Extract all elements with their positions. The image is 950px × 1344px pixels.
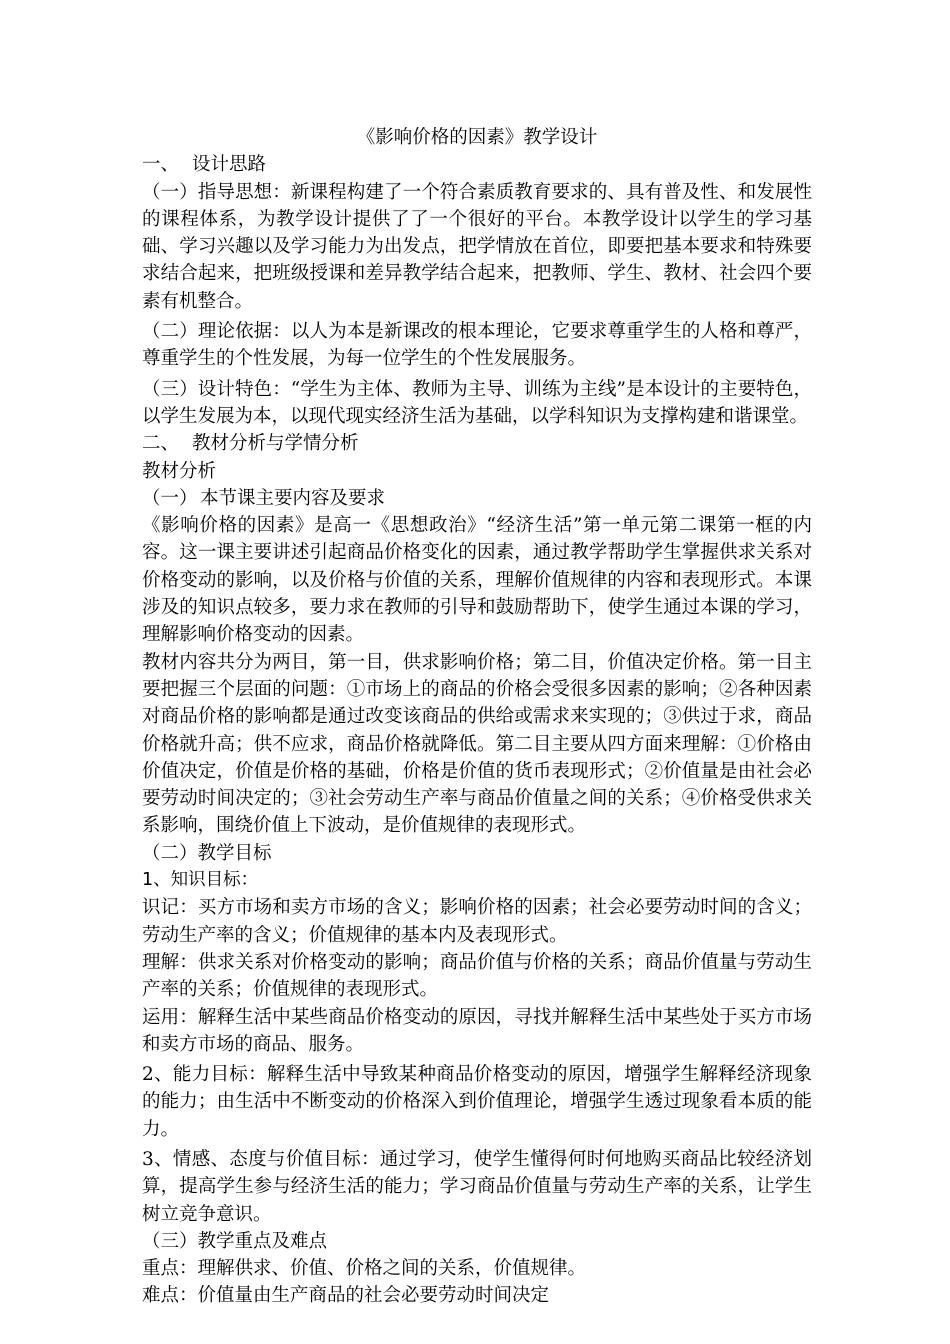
section-1-number: 一、 (142, 154, 180, 176)
section-2-1-number: （一） (142, 487, 198, 509)
goal-emotion-attitude-values: 3、情感、态度与价值目标：通过学习，使学生懂得何时何地购买商品比较经济划算，提高学生参与经济生活的能力；学习商品价值量与劳动生产率的关系，让学生树立竞争意识。 (142, 1148, 812, 1225)
section-2-subheading: 教材分析 (142, 460, 217, 482)
section-2-1-heading (142, 485, 812, 512)
goal-ability: 2、能力目标：解释生活中导致某种商品价格变动的原因，增强学生解释经济现象的能力；由生活中不断变动的价格深入到价值理论，增强学生透过现象看本质的能力。 (142, 1064, 812, 1140)
paragraph-theory-basis: （二）理论依据：以人为本是新课改的根本理论，它要求尊重学生的人格和尊严，尊重学生的个性发展，为每一位学生的个性发展服务。 (142, 321, 812, 370)
paragraph-lesson-content: 《影响价格的因素》是高一《思想政治》“经济生活”第一单元第二课第一框的内容。这一课主要讲述引起商品价格变化的因素，通过教学帮助学生掌握供求关系对价格变动的影响，以及价格与价值的关系，理解价值规律的内容和表现形式。本课涉及的知识点较多，要力求在教师的引导和鼓励帮助下，使学生通过本课的学习，理解影响价格变动的因素。 (142, 515, 812, 646)
section-2-title: 教材分析与学情分析 (192, 433, 359, 455)
goal-understand: 理解：供求关系对价格变动的影响；商品价值与价格的关系；商品价值量与劳动生产率的关系；价值规律的表现形式。 (142, 951, 812, 1001)
paragraph-design-features: （三）设计特色：“学生为主体、教师为主导、训练为主线”是本设计的主要特色，以学生发展为本，以现代现实经济生活为基础，以学科知识为支撑构建和谐课堂。 (142, 378, 812, 427)
section-2-number: 二、 (142, 433, 180, 455)
teaching-key-point: 重点：理解供求、价值、价格之间的关系，价值规律。 (142, 1258, 587, 1280)
document-title: 《影响价格的因素》教学设计 (356, 127, 598, 148)
goal-memorize: 识记：买方市场和卖方市场的含义；影响价格的因素；社会必要劳动时间的含义；劳动生产率的含义；价值规律的基本内及表现形式。 (142, 897, 812, 946)
section-2-3-heading: （三）教学重点及难点 (142, 1230, 328, 1252)
document-body (142, 124, 812, 1310)
section-2-heading (142, 430, 812, 457)
section-2-1-title: 本节课主要内容及要求 (200, 487, 386, 509)
paragraph-textbook-structure: 教材内容共分为两目，第一目，供求影响价格；第二目，价值决定价格。第一目主要把握三个层面的问题：①市场上的商品的价格会受很多因素的影响；②各种因素对商品价格的影响都是通过改变该商品的供给或需求来实现的；③供过于求，商品价格就升高；供不应求，商品价格就降低。第二目主要从四方面来理解：①价格由价值决定，价值是价格的基础，价格是价值的货币表现形式；②价值量是由社会必要劳动时间决定的；③社会劳动生产率与商品价值量之间的关系；④价格受供求关系影响，围绕价值上下波动，是价值规律的表现形式。 (142, 651, 812, 837)
paragraph-guiding-idea: （一）指导思想：新课程构建了一个符合素质教育要求的、具有普及性、和发展性的课程体系，为教学设计提供了了一个很好的平台。本教学设计以学生的学习基础、学习兴趣以及学习能力为出发点，把学情放在首位，即要把基本要求和特殊要求结合起来，把班级授课和差异教学结合起来，把教师、学生、教材、社会四个要素有机整合。 (142, 181, 812, 312)
teaching-difficulty: 难点：价值量由生产商品的社会必要劳动时间决定 (142, 1285, 550, 1307)
goal-knowledge-heading: 1、知识目标： (142, 870, 259, 891)
goal-apply: 运用：解释生活中某些商品价格变动的原因，寻找并解释生活中某些处于买方市场和卖方市场的商品、服务。 (142, 1006, 812, 1055)
section-1-title: 设计思路 (192, 154, 267, 176)
section-2-2-heading: （二）教学目标 (142, 842, 272, 864)
section-1-heading (142, 151, 812, 178)
